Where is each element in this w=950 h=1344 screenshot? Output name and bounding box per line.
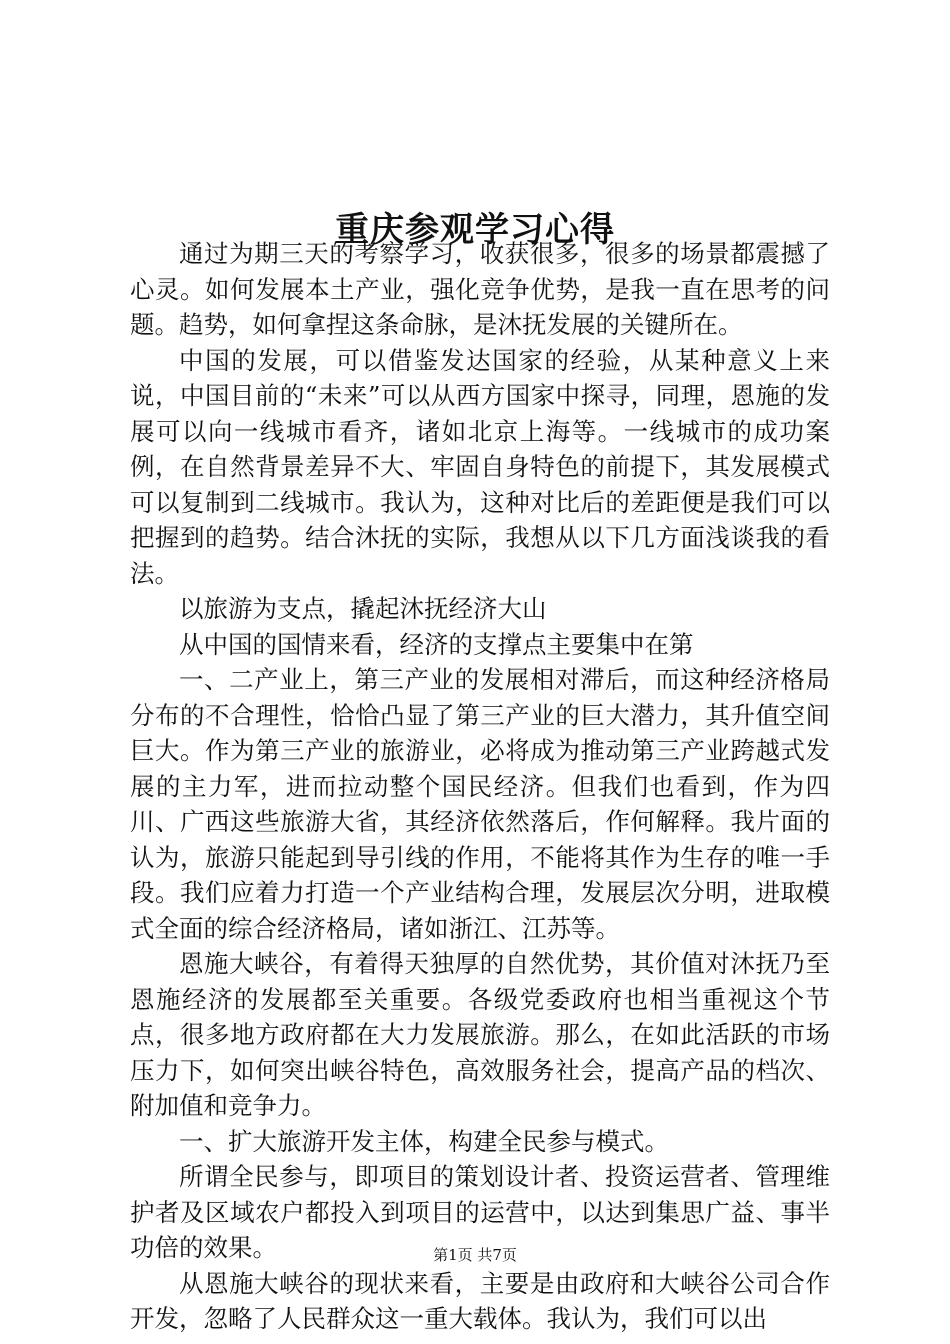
paragraph: 所谓全民参与，即项目的策划设计者、投资运营者、管理维护者及区域农户都投入到项目的运营中，以达到集思广益、事半功倍的效果。 (130, 1162, 830, 1262)
page-number-footer: 第1页 共7页 (433, 1246, 517, 1264)
paragraph: 一、扩大旅游开发主体，构建全民参与模式。 (179, 1126, 669, 1156)
paragraph: 中国的发展，可以借鉴发达国家的经验，从某种意义上来说，中国目前的“未来”可以从西方国家中探寻，同理，恩施的发展可以向一线城市看齐，诸如北京上海等。一线城市的成功案例，在自然背景差异不大、牢固自身特色的前提下，其发展模式可以复制到二线城市。我认为，这种对比后的差距便是我们可以把握到的趋势。结合沐抚的实际，我想从以下几方面浅谈我的看法。 (130, 345, 830, 588)
paragraph: 恩施大峡谷，有着得天独厚的自然优势，其价值对沐抚乃至恩施经济的发展都至关重要。各级党委政府也相当重视这个节点，很多地方政府都在大力发展旅游。那么，在如此活跃的市场压力下，如何突出峡谷特色，高效服务社会，提高产品的档次、附加值和竞争力。 (130, 949, 830, 1120)
paragraph: 从恩施大峡谷的现状来看，主要是由政府和大峡谷公司合作开发，忽略了人民群众这一重大载体。我认为，我们可以出 (130, 1268, 830, 1333)
document-body (130, 236, 830, 1337)
paragraph: 从中国的国情来看，经济的支撑点主要集中在第 (179, 629, 694, 659)
paragraph: 一、二产业上，第三产业的发展相对滞后，而这种经济格局分布的不合理性，恰恰凸显了第三产业的巨大潜力，其升值空间巨大。作为第三产业的旅游业，必将成为推动第三产业跨越式发展的主力军，进而拉动整个国民经济。但我们也看到，作为四川、广西这些旅游大省，其经济依然落后，作何解释。我片面的认为，旅游只能起到导引线的作用，不能将其作为生存的唯一手段。我们应着力打造一个产业结构合理，发展层次分明，进取模式全面的综合经济格局，诸如浙江、江苏等。 (130, 665, 830, 943)
paragraph: 通过为期三天的考察学习，收获很多，很多的场景都震撼了心灵。如何发展本土产业，强化竞争优势，是我一直在思考的问题。趋势，如何拿捏这条命脉，是沐抚发展的关键所在。 (130, 239, 830, 339)
paragraph: 以旅游为支点，撬起沐抚经济大山 (179, 594, 547, 623)
document-title: 重庆参观学习心得 (335, 209, 615, 250)
